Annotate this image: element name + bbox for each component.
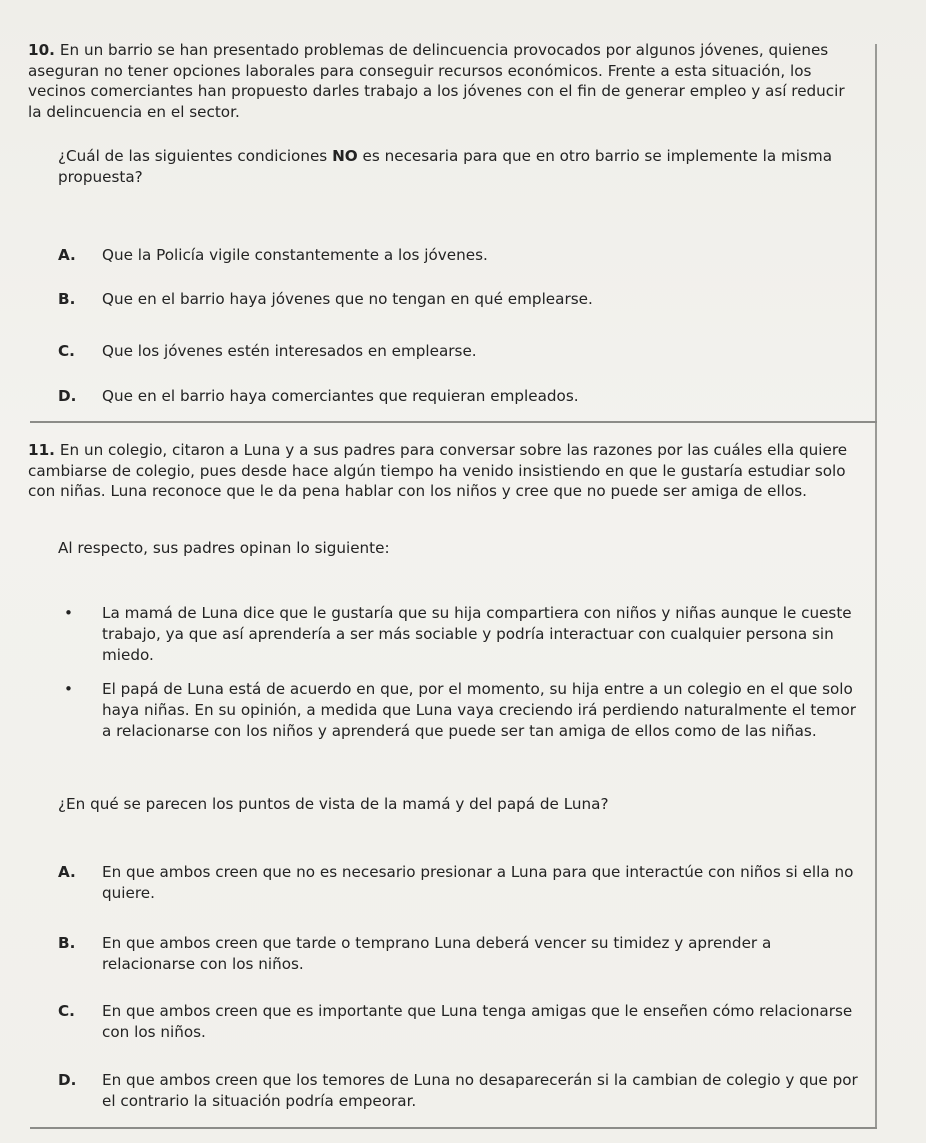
question-stem-text: En un colegio, citaron a Luna y a sus padres para conversar sobre las razones por las cuáles ella quiere cambiarse de colegio, pues desde hace algún tiempo ha venido insistiendo en que le gustaría estudiar solo con niñas. Luna reconoce que le da pena hablar con los niños y cree que no puede ser amiga de ellos. xyxy=(28,441,848,500)
option-letter: D. xyxy=(58,1071,77,1089)
option-letter: C. xyxy=(58,1002,75,1020)
option-d[interactable] xyxy=(58,1070,868,1112)
option-text: En que ambos creen que es importante que Luna tenga amigas que le enseñen cómo relacionarse con los niños. xyxy=(102,1002,853,1041)
bullet-dad-opinion xyxy=(58,679,868,742)
question-11-prompt: ¿En qué se parecen los puntos de vista de la mamá y del papá de Luna? xyxy=(58,795,609,813)
option-text: En que ambos creen que no es necesario presionar a Luna para que interactúe con niños si ella no quiere. xyxy=(102,863,854,902)
option-a[interactable] xyxy=(58,245,868,266)
option-letter: A. xyxy=(58,246,76,264)
section-divider xyxy=(30,421,877,423)
right-border-line xyxy=(875,44,877,1129)
question-stem-text: En un barrio se han presentado problemas de delincuencia provocados por algunos jóvenes, quienes aseguran no tener opciones laborales para conseguir recursos económicos. Frente a esta situación, los vecinos comerciantes han propuesto darles trabajo a los jóvenes con el fin de generar empleo y así reducir la delincuencia en el sector. xyxy=(28,41,845,121)
option-a[interactable] xyxy=(58,862,868,904)
option-letter: A. xyxy=(58,863,76,881)
bottom-divider xyxy=(30,1127,877,1129)
bullet-dot: • xyxy=(64,604,73,622)
option-letter: B. xyxy=(58,290,76,308)
option-letter: C. xyxy=(58,342,75,360)
question-number: 10. xyxy=(28,41,55,59)
option-text: Que en el barrio haya comerciantes que requieran empleados. xyxy=(102,387,579,405)
option-text: Que en el barrio haya jóvenes que no tengan en qué emplearse. xyxy=(102,290,593,308)
question-10-stem xyxy=(28,40,854,122)
bullet-text: La mamá de Luna dice que le gustaría que su hija compartiera con niños y niñas aunque le cueste trabajo, ya que así aprendería a ser más sociable y podría interactuar con cualquier persona sin miedo. xyxy=(102,604,852,664)
option-b[interactable] xyxy=(58,933,868,975)
option-letter: B. xyxy=(58,934,76,952)
option-text: En que ambos creen que los temores de Luna no desaparecerán si la cambian de colegio y que por el contrario la situación podría empeorar. xyxy=(102,1071,858,1110)
prompt-text-after: es necesaria para que en otro barrio se implemente la misma propuesta? xyxy=(58,147,832,186)
bullet-mom-opinion xyxy=(58,603,868,666)
option-text: Que la Policía vigile constantemente a los jóvenes. xyxy=(102,246,488,264)
option-text: Que los jóvenes estén interesados en emplearse. xyxy=(102,342,477,360)
option-letter: D. xyxy=(58,387,77,405)
question-11-stem xyxy=(28,440,854,502)
prompt-text-before: ¿Cuál de las siguientes condiciones xyxy=(58,147,333,165)
question-number: 11. xyxy=(28,441,55,459)
bullet-text: El papá de Luna está de acuerdo en que, por el momento, su hija entre a un colegio en el que solo haya niñas. En su opinión, a medida que Luna vaya creciendo irá perdiendo naturalmente el temor a relacionarse con los niños y aprenderá que puede ser tan amiga de ellos como de las niñas. xyxy=(102,680,856,740)
option-d[interactable] xyxy=(58,386,868,407)
prompt-negation: NO xyxy=(332,147,358,165)
bullet-dot: • xyxy=(64,680,73,698)
option-b[interactable] xyxy=(58,289,868,310)
option-c[interactable] xyxy=(58,341,868,362)
question-11-intro: Al respecto, sus padres opinan lo siguiente: xyxy=(58,539,390,557)
option-text: En que ambos creen que tarde o temprano Luna deberá vencer su timidez y aprender a relacionarse con los niños. xyxy=(102,934,772,973)
option-c[interactable] xyxy=(58,1001,868,1043)
question-10-prompt xyxy=(58,146,858,187)
